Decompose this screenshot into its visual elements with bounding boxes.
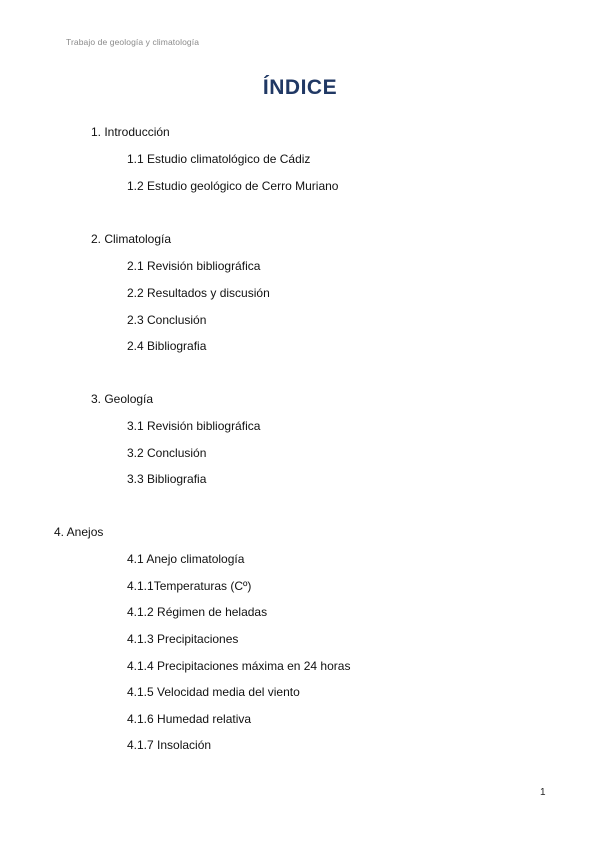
toc-item-4-1-3: 4.1.3 Precipitaciones [127, 632, 239, 646]
page-number: 1 [540, 787, 546, 798]
toc-item-3-2: 3.2 Conclusión [127, 446, 207, 460]
toc-item-4-1-6: 4.1.6 Humedad relativa [127, 712, 252, 726]
toc-item-2-3: 2.3 Conclusión [127, 313, 207, 327]
toc-item-2-1: 2.1 Revisión bibliográfica [127, 259, 261, 273]
page-title: ÍNDICE [262, 76, 338, 99]
toc-item-4-1-7: 4.1.7 Insolación [127, 738, 212, 752]
toc-section-introduccion: 1. Introducción [91, 125, 170, 139]
toc-item-3-3: 3.3 Bibliografia [127, 472, 207, 486]
toc-item-1-2: 1.2 Estudio geológico de Cerro Muriano [127, 179, 339, 193]
toc-item-4-1-1: 4.1.1Temperaturas (Cº) [127, 579, 252, 593]
page-header-note: Trabajo de geología y climatología [66, 37, 200, 47]
toc-section-climatologia: 2. Climatología [91, 232, 172, 246]
toc-item-4-1-4: 4.1.4 Precipitaciones máxima en 24 horas [127, 659, 351, 673]
toc-item-4-1-2: 4.1.2 Régimen de heladas [127, 605, 268, 619]
toc-section-anejos: 4. Anejos [54, 525, 104, 539]
toc-section-geologia: 3. Geología [91, 392, 154, 406]
toc-item-3-1: 3.1 Revisión bibliográfica [127, 419, 261, 433]
toc-item-4-1: 4.1 Anejo climatología [127, 552, 245, 566]
toc-item-2-4: 2.4 Bibliografia [127, 339, 207, 353]
toc-item-1-1: 1.1 Estudio climatológico de Cádiz [127, 152, 311, 166]
toc-item-2-2: 2.2 Resultados y discusión [127, 286, 270, 300]
toc-item-4-1-5: 4.1.5 Velocidad media del viento [127, 685, 300, 699]
